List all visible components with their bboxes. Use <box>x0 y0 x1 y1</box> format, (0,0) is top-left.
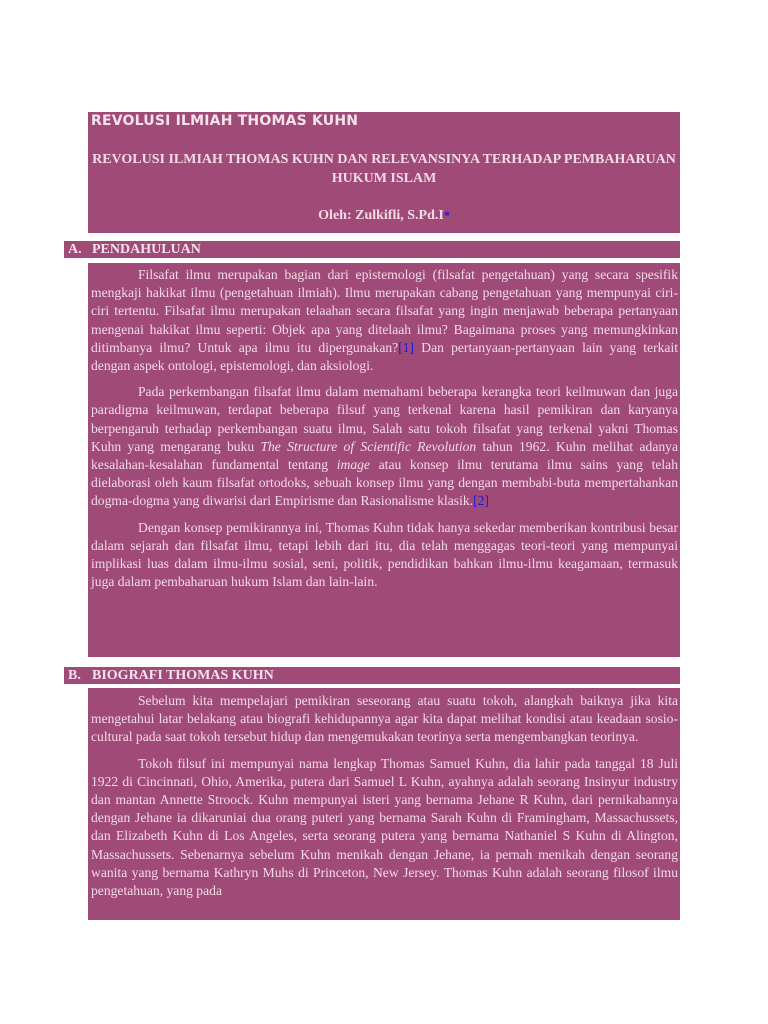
paragraph-text: atau konsep ilmu terutama ilmu sains yang telah dielaborasi oleh kaum filsafat ortodoks, sebuah konsep ilmu yang dengan membabi-buta mempertahankan dogma-dogma yang diwarisi dari Empirisme dan Rasionalisme klasik. <box>91 457 678 509</box>
section-a-body <box>88 263 680 657</box>
section-a-label: A. <box>68 242 82 257</box>
book-title: The Structure of Scientific Revolution <box>260 438 477 454</box>
paragraph-text: tahun 1962. Kuhn melihat adanya kesalahan-kesalahan fundamental tentang <box>91 438 678 473</box>
main-title: REVOLUSI ILMIAH THOMAS KUHN DAN RELEVANSINYA TERHADAP PEMBAHARUAN HUKUM ISLAM <box>92 152 676 186</box>
footnote-link-2[interactable]: [2] <box>473 493 489 509</box>
paragraph <box>91 383 678 510</box>
paragraph-text: Filsafat ilmu merupakan bagian dari epistemologi (filsafat pengetahuan) yang secara spesifik mengkaji hakikat ilmu (pengetahuan ilmiah). Ilmu merupakan cabang pengetahuan yang mempunyai ciri-ciri tertentu. Filsafat ilmu merupakan telaahan secara filsafat yang ingin menjawab beberapa pertanyaan mengenai hakikat ilmu seperti: Objek apa yang ditelaah ilmu? Bagaimana proses yang memungkinkan ditimbanya ilmu? Untuk apa ilmu itu dipergunakan? <box>91 267 678 355</box>
running-title: REVOLUSI ILMIAH THOMAS KUHN <box>91 113 359 129</box>
section-b-label: B. <box>68 668 81 683</box>
italic-term: image <box>336 457 370 473</box>
author-line <box>88 208 680 224</box>
paragraph: Tokoh filsuf ini mempunyai nama lengkap Thomas Samuel Kuhn, dia lahir pada tanggal 18 Juli 1922 di Cincinnati, Ohio, Amerika, putera dari Samuel L Kuhn, ayahnya adalah seorang Insinyur industry dan mantan Annette Stroock. Kuhn mempunyai isteri yang bernama Jehane R Kuhn, dari pernikahannya dengan Jehane ia dikaruniai dua orang puteri yang bernama Sarah Kuhn di Framingham, Massachussets, dan Elizabeth Kuhn di Los Angeles, serta seorang putera yang bernama Nathaniel S Kuhn di Alington, Massachussets. Sebenarnya sebelum Kuhn menikah dengan Jehane, ia pernah menikah dengan seorang wanita yang bernama Kathryn Muhs di Princeton, New Jersey. Thomas Kuhn adalah seorang filosof ilmu pengetahuan, yang pada <box>91 755 678 899</box>
title-block <box>88 112 680 233</box>
author-footnote-mark[interactable]: * <box>443 208 450 222</box>
paragraph-text: Dan pertanyaan-pertanyaan lain yang terkait dengan aspek ontologi, epistemologi, dan aksiologi. <box>91 339 679 374</box>
section-b-title: BIOGRAFI THOMAS KUHN <box>92 668 274 683</box>
author-name: Oleh: Zulkifli, S.Pd.I <box>318 208 444 223</box>
section-a-title: PENDAHULUAN <box>92 242 201 257</box>
footnote-link-1[interactable]: [1] <box>398 339 415 355</box>
paragraph: Sebelum kita mempelajari pemikiran seseorang atau suatu tokoh, alangkah baiknya jika kita mengetahui latar belakang atau biografi kehidupannya agar kita dapat melihat kondisi atau keadaan sosio-cultural pada saat tokoh tersebut hidup dan mengemukakan teorinya serta mengembangkan teorinya. <box>91 693 678 745</box>
section-b-heading <box>64 667 680 684</box>
section-a-heading <box>64 241 680 258</box>
section-b-body <box>88 688 680 920</box>
paragraph-text: Pada perkembangan filsafat ilmu dalam memahami beberapa kerangka teori keilmuwan dan juga paradigma keilmuwan, terdapat beberapa filsuf yang terkenal karena hasil pemikiran dan karyanya berpengaruh terhadap perkembangan suatu ilmu, Salah satu tokoh filsafat yang terkenal yakni Thomas Kuhn yang mengarang buku <box>91 384 678 454</box>
paragraph <box>91 266 678 375</box>
paragraph: Dengan konsep pemikirannya ini, Thomas Kuhn tidak hanya sekedar memberikan kontribusi besar dalam sejarah dan filsafat ilmu, tetapi lebih dari itu, dia telah menggagas teori-teori yang mempunyai implikasi luas dalam ilmu-ilmu sosial, seni, politik, pendidikan bahkan ilmu-ilmu keagamaan, termasuk juga dalam pembaharuan hukum Islam dan lain-lain. <box>91 519 678 590</box>
